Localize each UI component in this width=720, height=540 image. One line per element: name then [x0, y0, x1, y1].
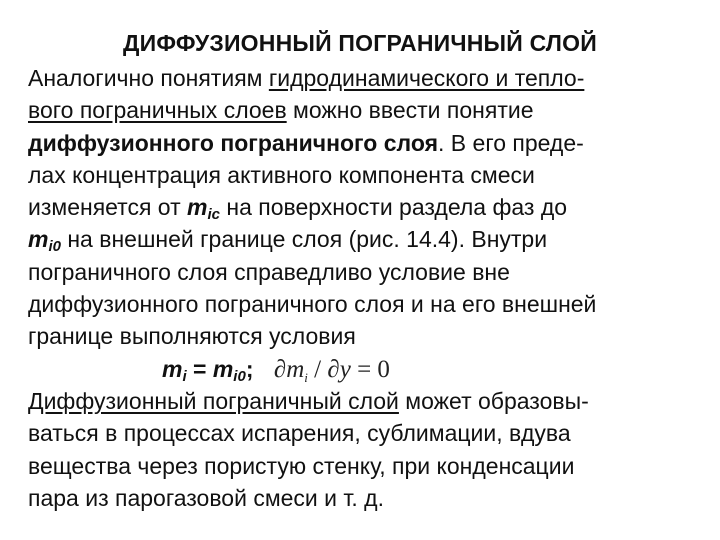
symbol-m-ic: [187, 194, 220, 224]
text-line: [28, 127, 700, 159]
symbol-subscript: i0: [233, 367, 246, 385]
text-line: вещества через пористую стенку, при конденсации: [28, 452, 575, 479]
partial-derivative-formula: [274, 356, 390, 383]
partial-numerator: ∂m: [273, 355, 305, 383]
symbol-subscript: i: [182, 367, 187, 385]
symbol-m-i0: [28, 226, 61, 256]
formula-equals: =: [186, 355, 213, 382]
text-line: [28, 385, 700, 417]
formula-lhs: [162, 355, 187, 385]
text-segment: можно ввести понятие: [286, 97, 534, 124]
partial-denominator: ∂y: [327, 355, 351, 383]
text-line: границе выполняются условия: [28, 323, 356, 350]
symbol-letter: m: [28, 226, 49, 253]
text-segment: изменяется от: [28, 194, 188, 221]
text-segment: может образовы-: [398, 387, 589, 414]
text-line: диффузионного пограничного слоя и на его внешней: [28, 291, 597, 318]
symbol-subscript: i0: [48, 238, 61, 256]
text-segment: на внешней границе слоя (рис. 14.4). Внутри: [60, 226, 548, 253]
bold-term: диффузионного пограничного слоя: [28, 129, 439, 156]
text-segment: на поверхности раздела фаз до: [219, 194, 568, 221]
slide-title: ДИФФУЗИОННЫЙ ПОГРАНИЧНЫЙ СЛОЙ: [123, 30, 597, 56]
fraction-slash: /: [307, 355, 328, 383]
text-line: пара из парогазовой смеси и т. д.: [28, 484, 384, 511]
text-segment: . В его преде-: [438, 129, 584, 156]
text-segment: Аналогично понятиям: [28, 65, 269, 91]
text-line: ваться в процессах испарения, сублимации, вдува: [28, 420, 571, 447]
equals-zero: = 0: [350, 355, 390, 383]
symbol-letter: m: [187, 194, 208, 221]
text-line: [28, 94, 700, 126]
text-line: пограничного слоя справедливо условие вне: [28, 258, 510, 285]
underlined-term: Диффузионный пограничный слой: [28, 387, 399, 414]
text-line: [28, 62, 700, 94]
symbol-letter: m: [212, 355, 234, 382]
formula-separator: ;: [245, 355, 254, 382]
symbol-letter: m: [162, 355, 183, 382]
formula-line: [28, 353, 700, 385]
symbol-subscript: ic: [207, 206, 220, 224]
partial-subscript: i: [304, 369, 308, 385]
text-line: [28, 223, 700, 255]
text-line: [28, 191, 700, 223]
formula-rhs: [212, 355, 246, 385]
underlined-term: вого пограничных слоев: [28, 97, 287, 124]
text-line: лах концентрация активного компонента смеси: [28, 161, 535, 188]
slide-body: [28, 62, 700, 514]
underlined-term: гидродинамического и тепло-: [268, 65, 585, 91]
